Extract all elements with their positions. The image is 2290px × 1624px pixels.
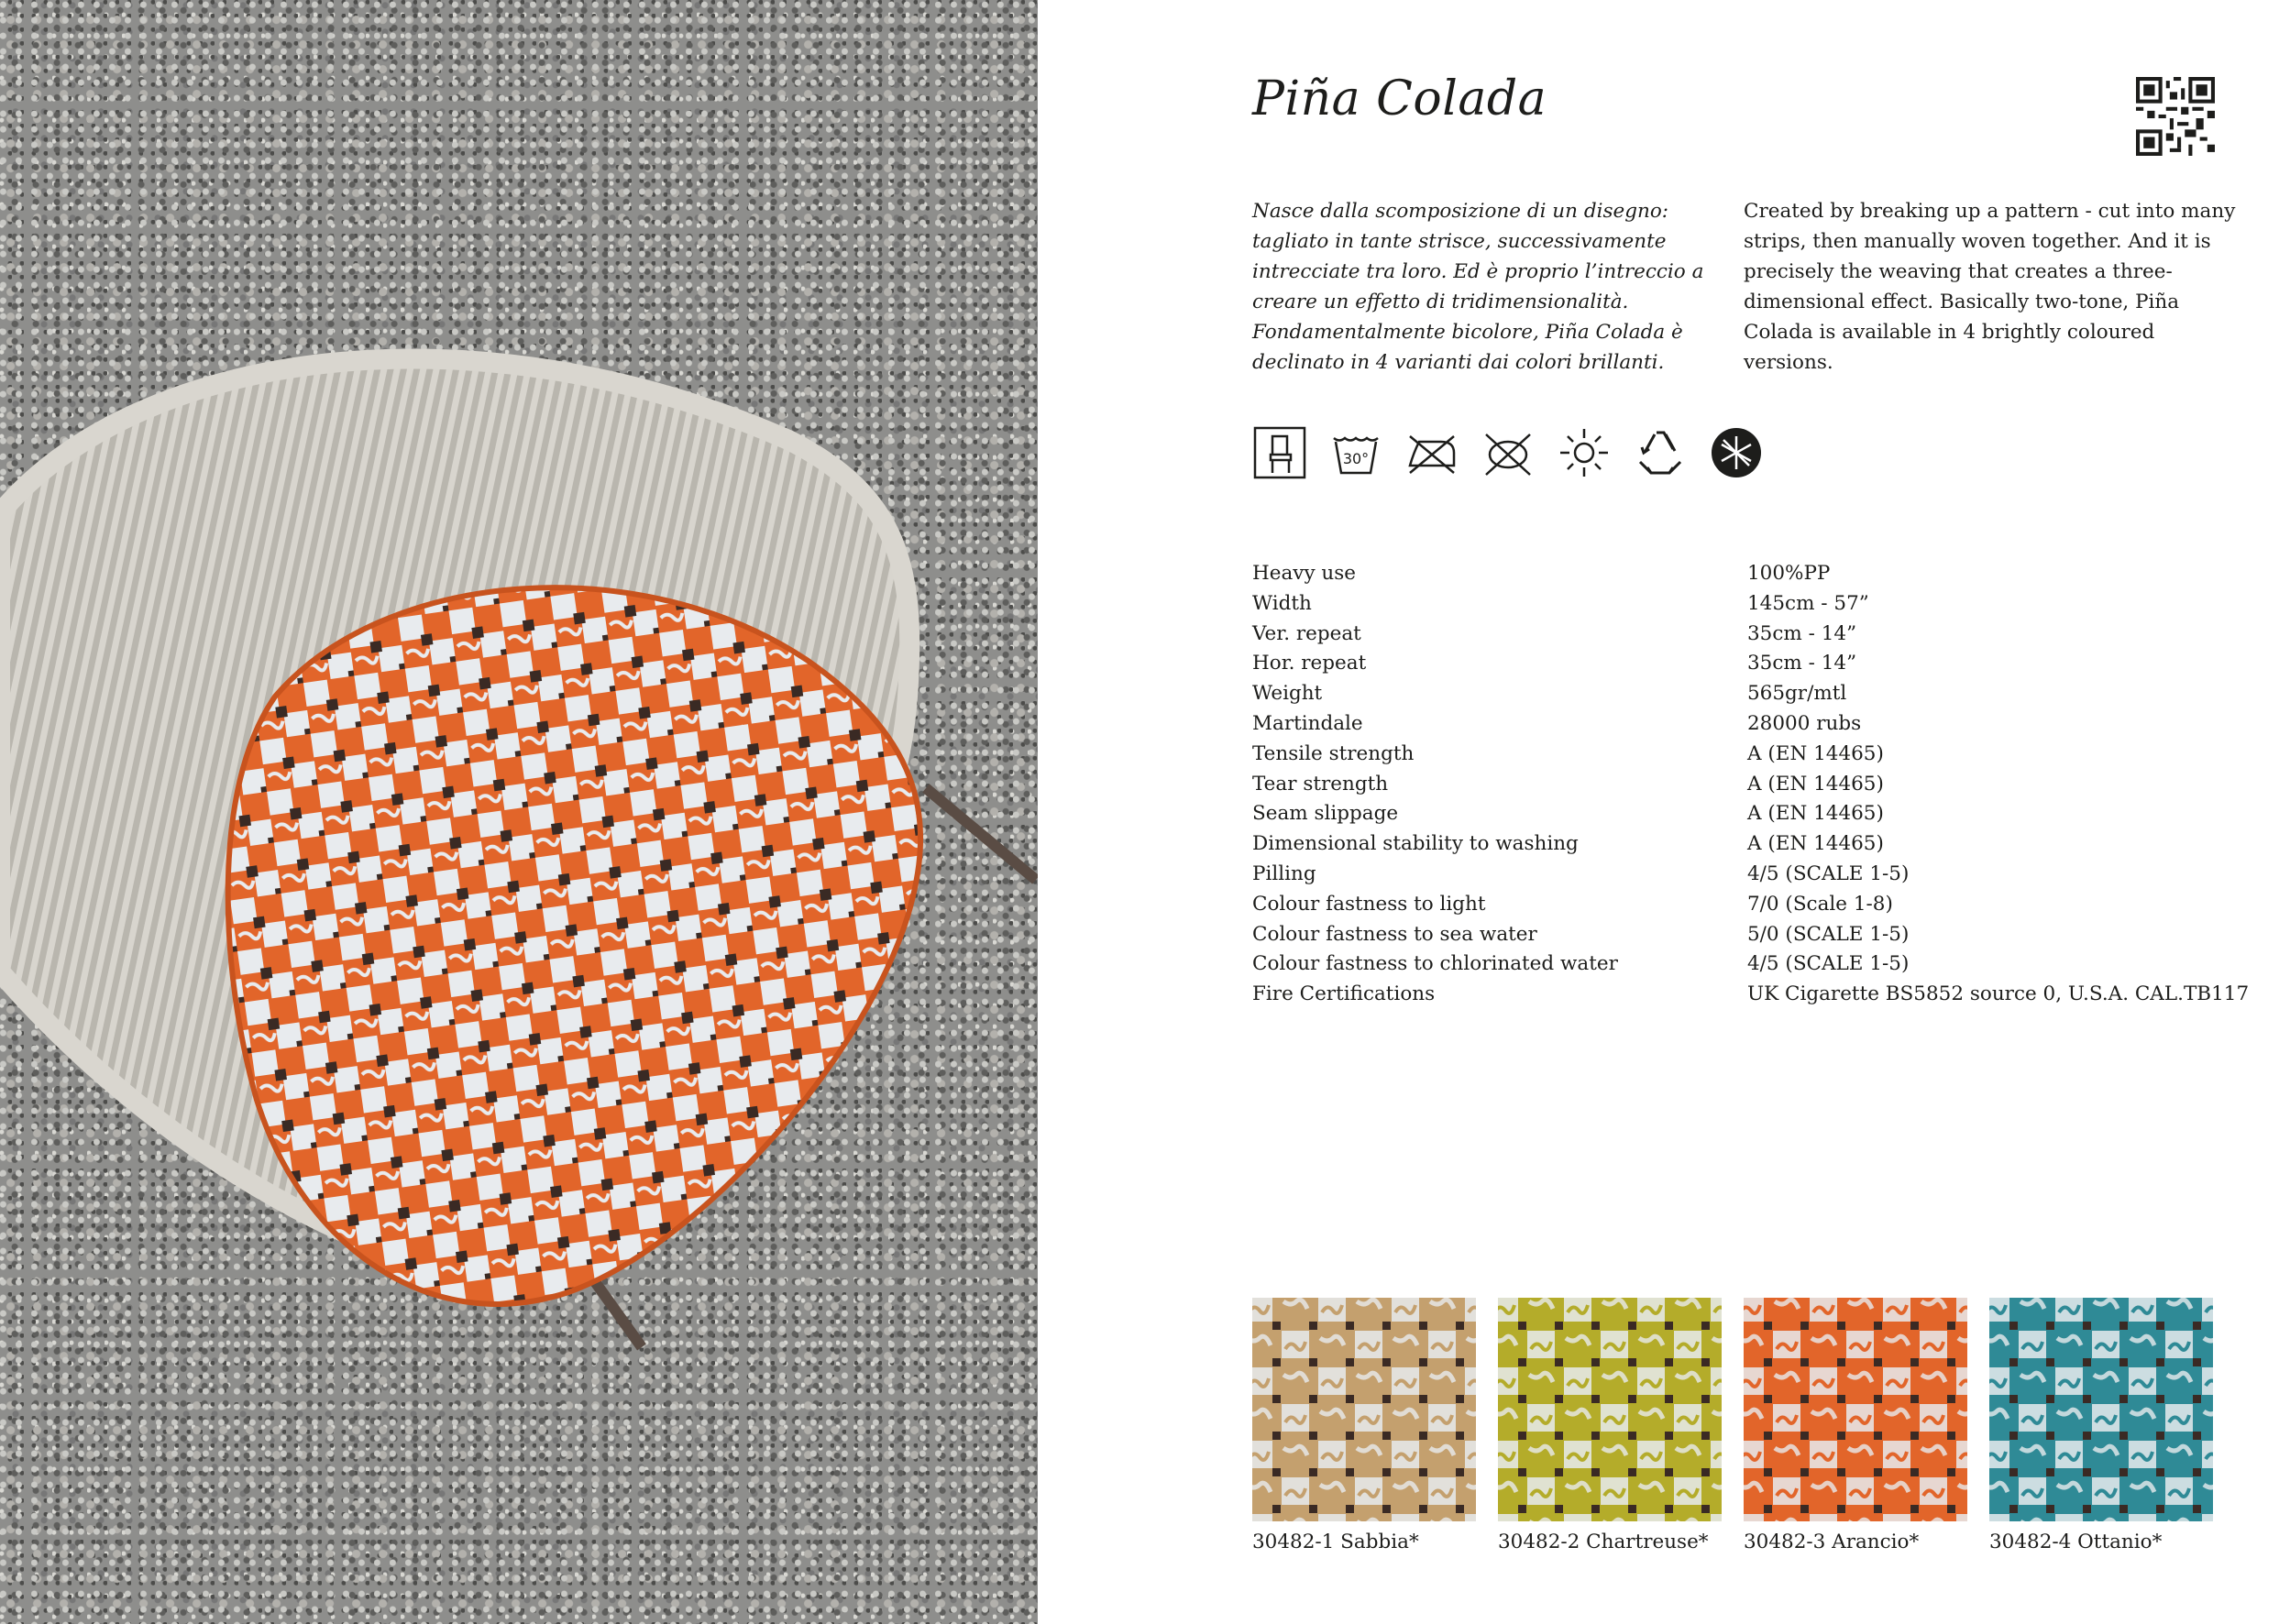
recyclable-icon — [1633, 425, 1688, 480]
spec-value: 28000 rubs — [1747, 711, 1862, 735]
spec-label: Ver. repeat — [1252, 621, 1361, 645]
spec-label: Tear strength — [1252, 772, 1389, 796]
description-italian: Nasce dalla scomposizione di un disegno: tagliato in tante strisce, successivamente intrecciate tra loro. Ed è proprio l’intreccio a creare un effetto di tridimensionalità. Fondamentalmente bicolore, Piña Colada è declinato in 4 varianti dai colori brillanti. — [1252, 200, 1704, 374]
swatch-card[interactable] — [1744, 1298, 1967, 1553]
sun-resistant-icon — [1557, 425, 1612, 480]
spec-row — [1252, 679, 2249, 709]
product-photo — [0, 0, 1038, 1624]
spec-row — [1252, 709, 2249, 740]
swatch-card[interactable] — [1252, 1298, 1476, 1553]
spec-label: Fire Certifications — [1252, 982, 1436, 1006]
product-title: Piña Colada — [1252, 71, 1547, 126]
spec-label: Martindale — [1252, 711, 1363, 735]
wash-30-icon — [1328, 425, 1383, 480]
swatch-image — [1989, 1298, 2213, 1521]
spec-table — [1252, 559, 2249, 1010]
spec-value: 565gr/mtl — [1747, 682, 1847, 706]
spec-label: Colour fastness to chlorinated water — [1252, 952, 1618, 976]
spec-label: Hor. repeat — [1252, 652, 1367, 675]
anti-mould-icon — [1709, 425, 1764, 480]
spec-row — [1252, 770, 2249, 800]
spec-label: Colour fastness to light — [1252, 892, 1486, 916]
swatch-image — [1498, 1298, 1722, 1521]
spec-label: Colour fastness to sea water — [1252, 922, 1537, 946]
spec-row — [1252, 949, 2249, 980]
spec-value: UK Cigarette BS5852 source 0, U.S.A. CAL.TB117 — [1747, 982, 2250, 1006]
spec-row — [1252, 799, 2249, 829]
spec-value: 7/0 (Scale 1-8) — [1747, 892, 1893, 916]
spec-row — [1252, 559, 2249, 589]
swatch-image — [1744, 1298, 1967, 1521]
spec-value: 145cm - 57” — [1747, 591, 1869, 615]
spec-label: Dimensional stability to washing — [1252, 832, 1579, 856]
spec-label: Seam slippage — [1252, 802, 1399, 826]
spec-label: Pilling — [1252, 861, 1316, 885]
spec-value: 35cm - 14” — [1747, 621, 1857, 645]
swatch-code: 30482-1 Sabbia* — [1252, 1531, 1419, 1553]
spec-value: A (EN 14465) — [1747, 802, 1884, 826]
wash-temperature-label: 30° — [1342, 450, 1370, 467]
spec-row — [1252, 890, 2249, 920]
spec-value: 4/5 (SCALE 1-5) — [1747, 861, 1910, 885]
no-iron-icon — [1404, 425, 1459, 480]
spec-label: Width — [1252, 591, 1312, 615]
spec-value: A (EN 14465) — [1747, 772, 1884, 796]
no-dryclean-icon — [1481, 425, 1536, 480]
description-english: Created by breaking up a pattern - cut into many strips, then manually woven together. And it is precisely the weaving that creates a three-dimensional effect. Basically two-tone, Piña Colada is available in 4 brightly coloured versions. — [1744, 200, 2236, 374]
spec-row — [1252, 740, 2249, 770]
spec-value: A (EN 14465) — [1747, 832, 1884, 856]
spec-value: 35cm - 14” — [1747, 652, 1857, 675]
swatch-code: 30482-4 Ottanio* — [1989, 1531, 2163, 1553]
chair-upholstery-icon — [1252, 425, 1307, 480]
spec-row — [1252, 649, 2249, 679]
spec-label: Heavy use — [1252, 562, 1357, 585]
spec-value: A (EN 14465) — [1747, 741, 1884, 765]
spec-row — [1252, 829, 2249, 860]
spec-row — [1252, 920, 2249, 950]
spec-row — [1252, 620, 2249, 650]
qr-code-icon — [2136, 77, 2215, 156]
spec-value: 100%PP — [1747, 562, 1831, 585]
swatch-code: 30482-3 Arancio* — [1744, 1531, 1920, 1553]
spec-label: Weight — [1252, 682, 1323, 706]
swatch-image — [1252, 1298, 1476, 1521]
swatch-card[interactable] — [1498, 1298, 1722, 1553]
swatch-gallery — [1252, 1298, 2213, 1553]
spec-label: Tensile strength — [1252, 741, 1415, 765]
spec-row — [1252, 860, 2249, 890]
swatch-card[interactable] — [1989, 1298, 2213, 1553]
spec-value: 5/0 (SCALE 1-5) — [1747, 922, 1910, 946]
spec-row — [1252, 980, 2249, 1010]
spec-value: 4/5 (SCALE 1-5) — [1747, 952, 1910, 976]
care-icons — [1252, 423, 1764, 482]
spec-row — [1252, 589, 2249, 620]
swatch-code: 30482-2 Chartreuse* — [1498, 1531, 1709, 1553]
